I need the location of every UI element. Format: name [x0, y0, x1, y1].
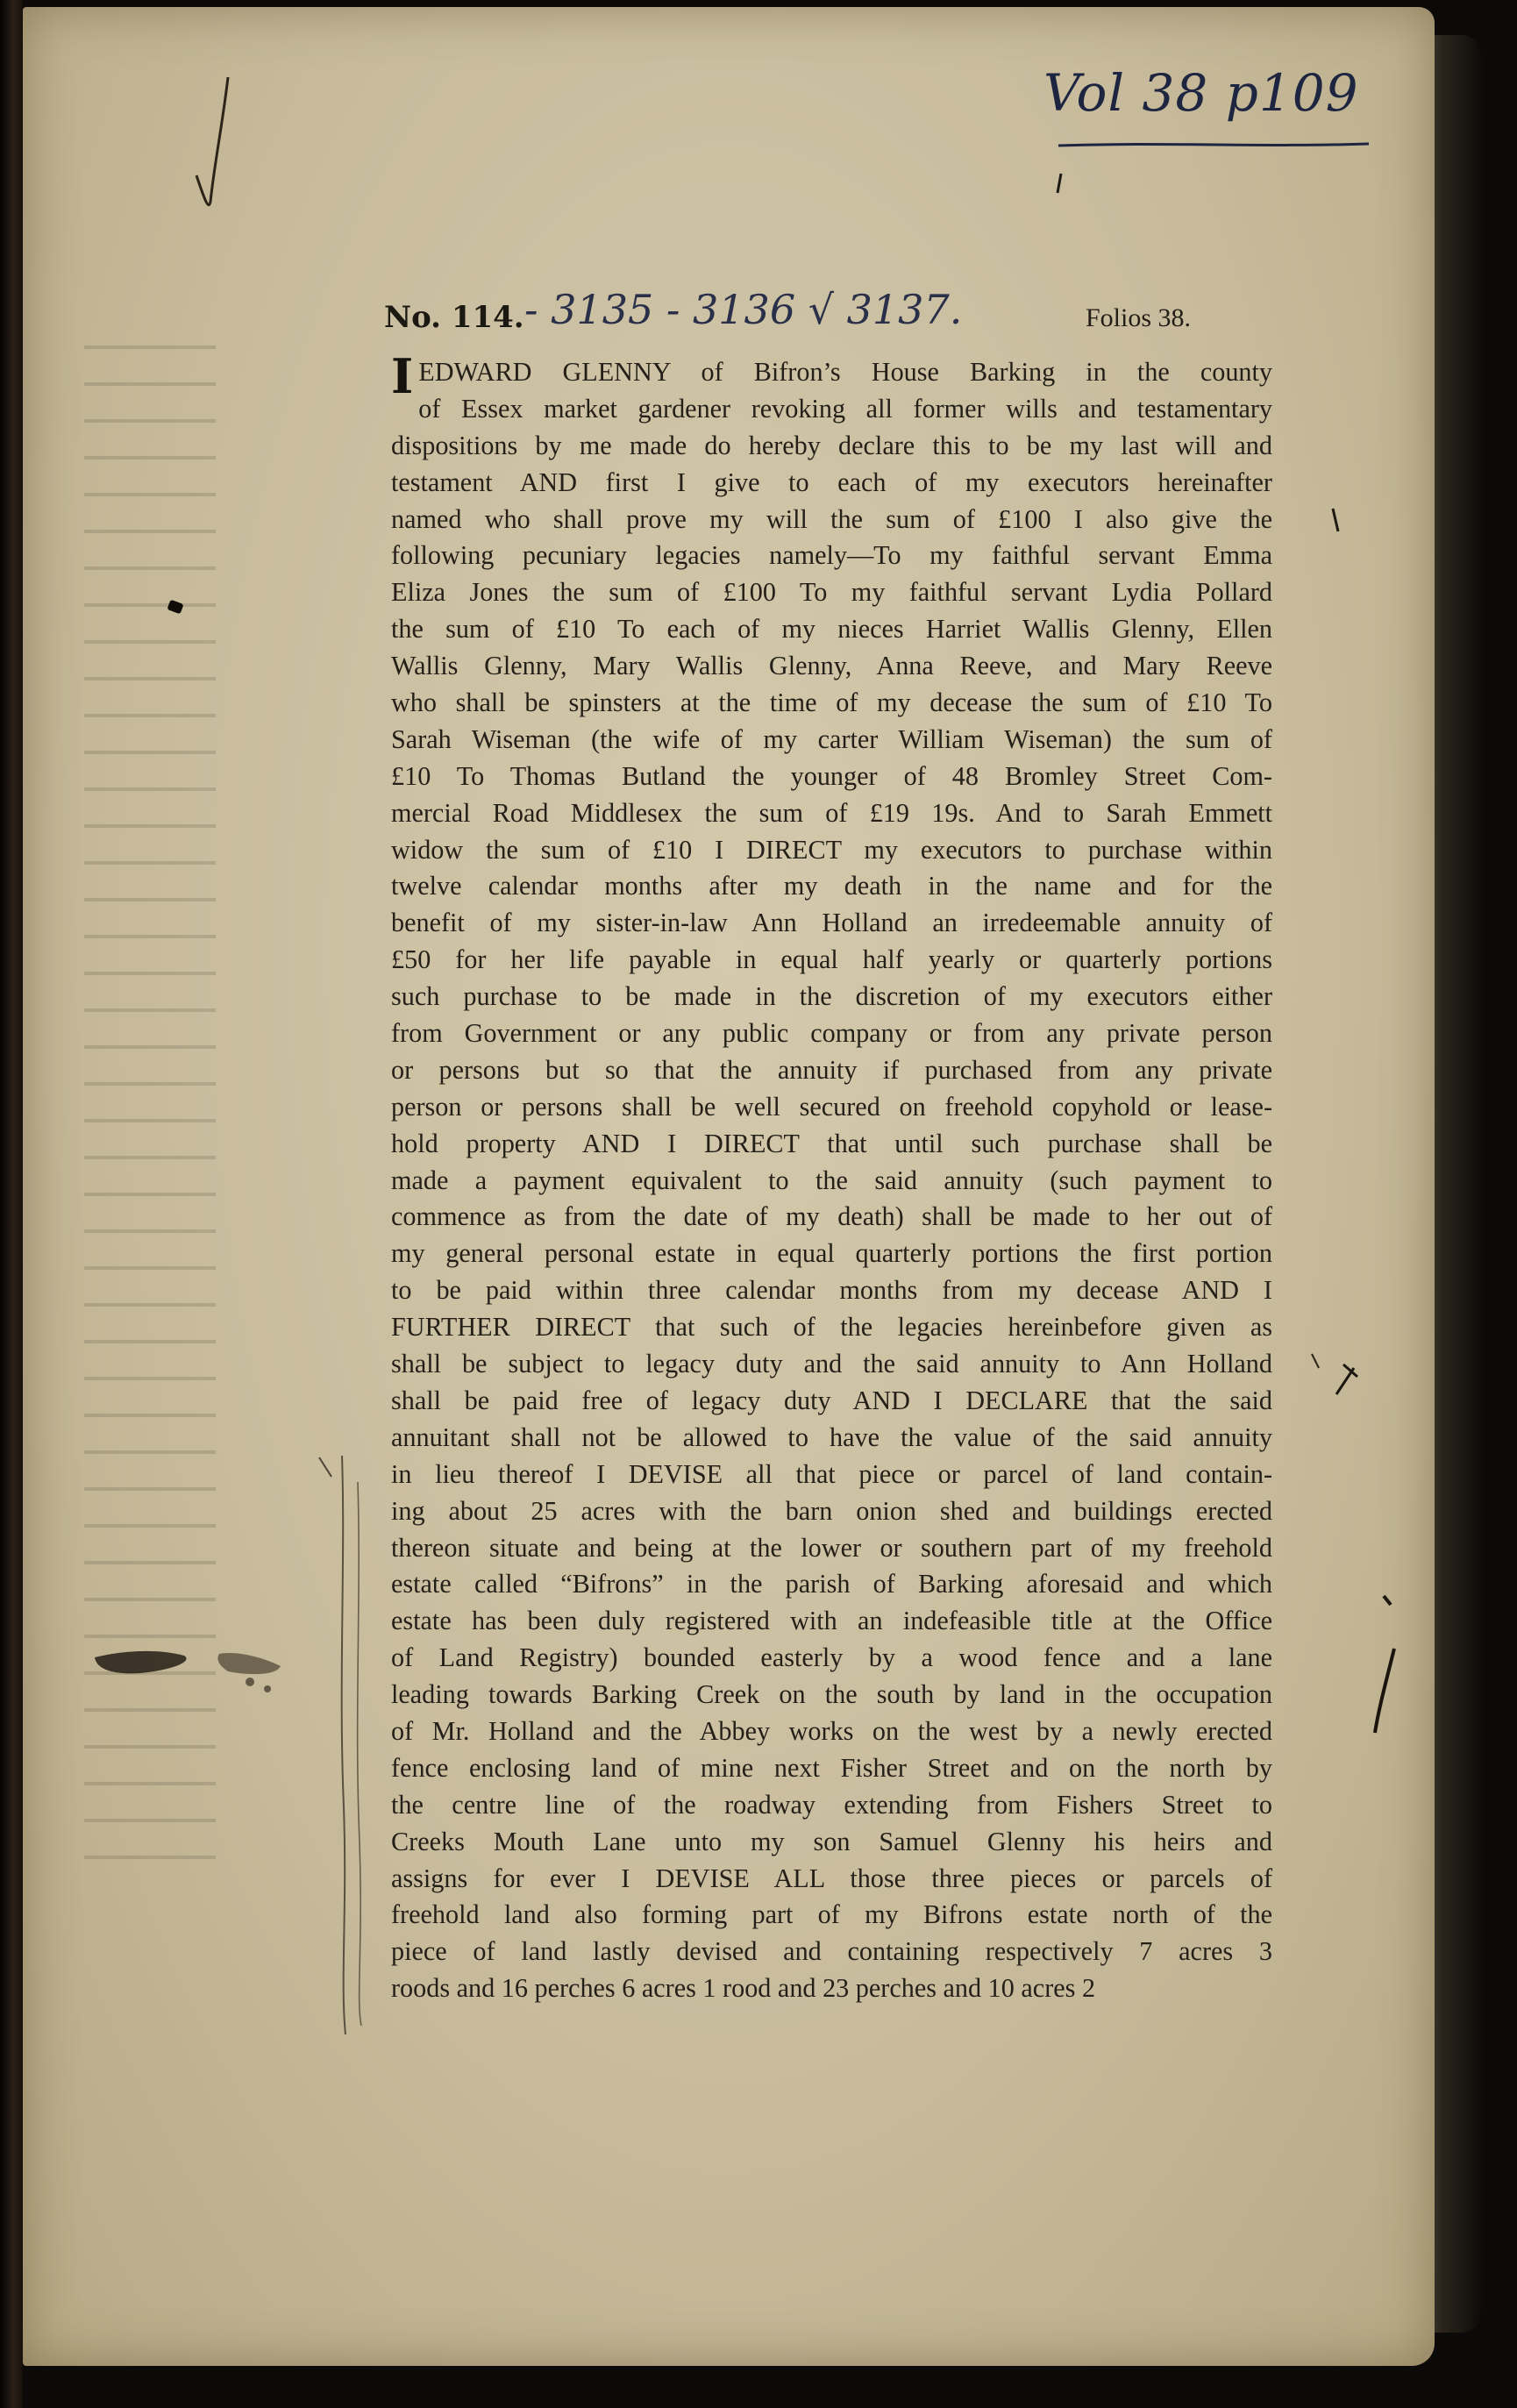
text-line: ing about 25 acres with the barn onion shed and buildings erected	[391, 1495, 1272, 1526]
text-line: my general personal estate in equal quarterly portions the first portion	[391, 1238, 1272, 1269]
volume-note-underline	[1057, 140, 1372, 149]
ink-stain	[88, 1631, 298, 1710]
text-line: such purchase to be made in the discretion of my executors either	[391, 981, 1272, 1012]
text-line: dispositions by me made do hereby declare this to be my last will and	[391, 430, 1272, 460]
text-line: EDWARD GLENNY of Bifron’s House Barking in the county	[418, 357, 1272, 387]
text-line: or persons but so that the annuity if purchased from any private	[391, 1054, 1272, 1085]
text-line: widow the sum of £10 I DIRECT my executors to purchase within	[391, 834, 1272, 865]
handwritten-reference-numbers: - 3135 - 3136 √ 3137.	[524, 286, 963, 333]
text-line: annuitant shall not be allowed to have the value of the said annuity	[391, 1421, 1272, 1452]
text-line: £10 To Thomas Butland the younger of 48 Bromley Street Com-	[391, 760, 1272, 791]
text-line: assigns for ever I DEVISE ALL those three pieces or parcels of	[391, 1863, 1272, 1893]
text-line: Creeks Mouth Lane unto my son Samuel Glenny his heirs and	[391, 1826, 1272, 1856]
text-line: shall be paid free of legacy duty AND I DECLARE that the said	[391, 1385, 1272, 1415]
folios-count: Folios 38.	[1086, 303, 1192, 332]
text-lines	[391, 348, 1272, 2007]
text-line: to be paid within three calendar months from my decease AND I	[391, 1275, 1272, 1306]
text-line: roods and 16 perches 6 acres 1 rood and 23 perches and 10 acres 2	[391, 1973, 1096, 2004]
right-margin-marks	[1280, 491, 1421, 1736]
text-line: named who shall prove my will the sum of £100 I also give the	[391, 503, 1272, 534]
text-line: Eliza Jones the sum of £100 To my faithful servant Lydia Pollard	[391, 577, 1272, 608]
text-line: of Mr. Holland and the Abbey works on the west by a newly erected	[391, 1715, 1272, 1746]
text-line: £50 for her life payable in equal half yearly or quarterly portions	[391, 944, 1272, 975]
binding-shadow	[0, 0, 23, 2408]
text-line: fence enclosing land of mine next Fisher Street and on the north by	[391, 1752, 1272, 1783]
text-line: of Essex market gardener revoking all former wills and testamentary	[418, 393, 1272, 424]
text-line: shall be subject to legacy duty and the said annuity to Ann Holland	[391, 1349, 1272, 1379]
will-text-body	[391, 348, 1272, 2007]
text-line: thereon situate and being at the lower or southern part of my freehold	[391, 1532, 1272, 1563]
drop-cap-initial: I	[391, 348, 414, 404]
text-line: estate has been duly registered with an indefeasible title at the Office	[391, 1606, 1272, 1636]
text-line: of Land Registry) bounded easterly by a wood fence and a lane	[391, 1642, 1272, 1673]
text-line: commence as from the date of my death) shall be made to her out of	[391, 1201, 1272, 1232]
text-line: hold property AND I DIRECT that until such purchase shall be	[391, 1128, 1272, 1158]
margin-pencil-lines	[316, 1456, 368, 2034]
checkmark-annotation	[184, 70, 254, 219]
text-line: Sarah Wiseman (the wife of my carter William Wiseman) the sum of	[391, 723, 1272, 754]
text-line: leading towards Barking Creek on the south by land in the occupation	[391, 1679, 1272, 1710]
text-line: benefit of my sister-in-law Ann Holland an irredeemable annuity of	[391, 908, 1272, 938]
document-number: No. 114.	[384, 300, 524, 335]
volume-page-note: Vol 38 p109	[1043, 63, 1359, 123]
small-tick-mark	[1052, 172, 1066, 195]
document-heading	[384, 286, 1261, 351]
text-line: piece of land lastly devised and containing respectively 7 acres 3	[391, 1936, 1272, 1967]
text-line: mercial Road Middlesex the sum of £19 19s. And to Sarah Emmett	[391, 797, 1272, 828]
text-line: who shall be spinsters at the time of my decease the sum of £10 To	[391, 687, 1272, 718]
text-line: freehold land also forming part of my Bifrons estate north of the	[391, 1899, 1272, 1930]
text-line: the sum of £10 To each of my nieces Harriet Wallis Glenny, Ellen	[391, 614, 1272, 645]
text-line: in lieu thereof I DEVISE all that piece or parcel of land contain-	[391, 1458, 1272, 1489]
text-line: made a payment equivalent to the said annuity (such payment to	[391, 1165, 1272, 1195]
text-line: twelve calendar months after my death in the name and for the	[391, 871, 1272, 901]
text-line: FURTHER DIRECT that such of the legacies hereinbefore given as	[391, 1312, 1272, 1343]
text-line: from Government or any public company or from any private person	[391, 1018, 1272, 1049]
text-line: the centre line of the roadway extending from Fishers Street to	[391, 1789, 1272, 1820]
text-line: Wallis Glenny, Mary Wallis Glenny, Anna Reeve, and Mary Reeve	[391, 651, 1272, 681]
text-line: following pecuniary legacies namely—To my faithful servant Emma	[391, 540, 1272, 571]
text-line: estate called “Bifrons” in the parish of Barking aforesaid and which	[391, 1569, 1272, 1599]
text-line: person or persons shall be well secured on freehold copyhold or lease-	[391, 1091, 1272, 1122]
text-line: testament AND first I give to each of my executors hereinafter	[391, 467, 1272, 497]
